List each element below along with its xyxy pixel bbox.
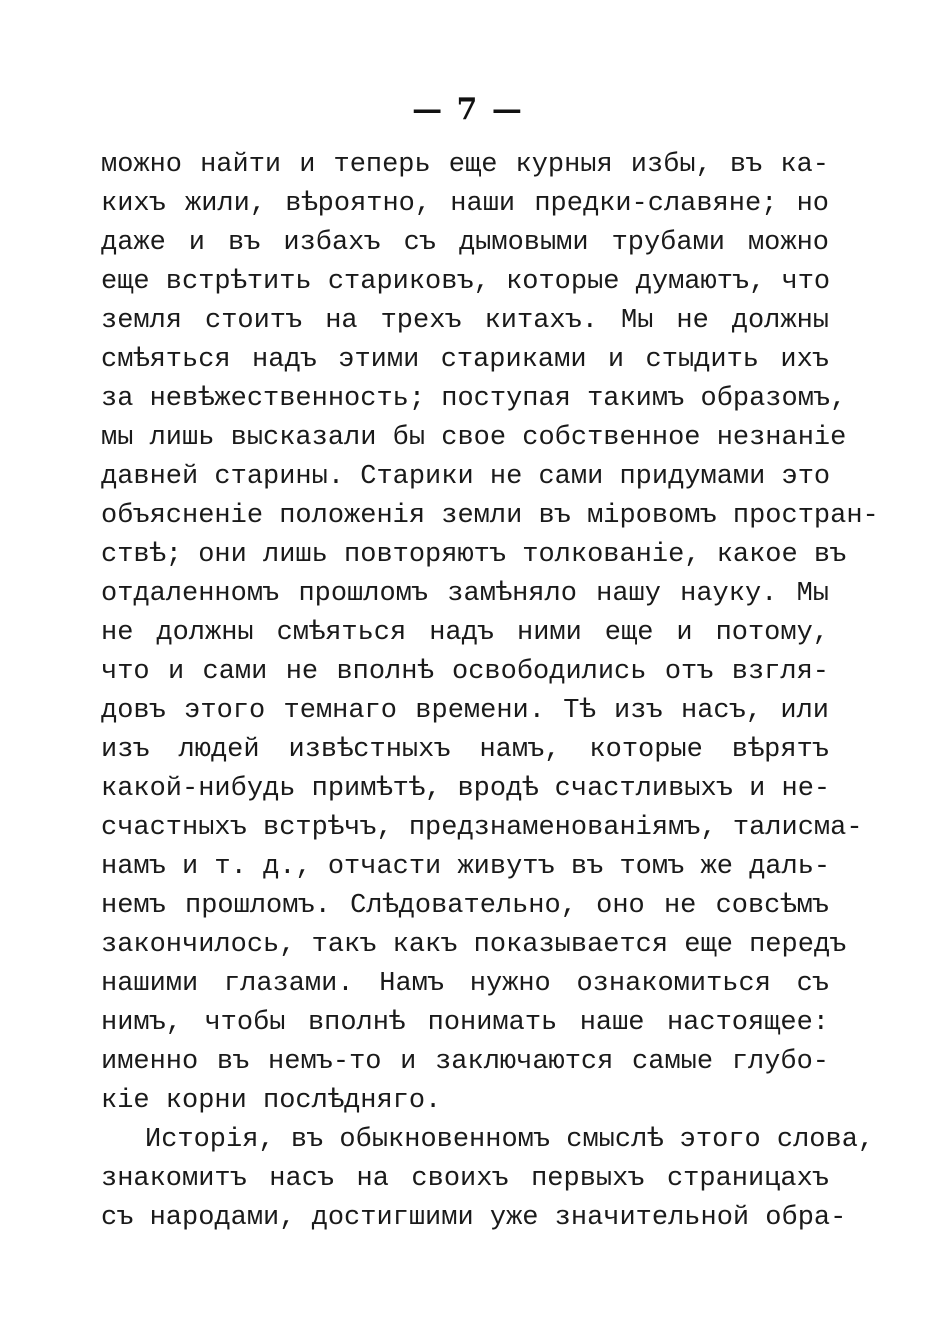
text-line: знакомитъ насъ на своихъ первыхъ страницахъ	[101, 1164, 829, 1194]
text-line: не должны смѣяться надъ ними еще и потому,	[101, 618, 829, 648]
text-line: давней старины. Старики не сами придумами это	[101, 462, 831, 492]
text-line: отдаленномъ прошломъ замѣняло нашу науку. Мы	[101, 579, 829, 609]
text-line: намъ и т. д., отчасти живутъ въ томъ же даль-	[101, 852, 831, 882]
paragraph-2	[101, 1121, 875, 1238]
text-line: можно найти и теперь еще курныя избы, въ ка-	[101, 150, 829, 180]
text-line: что и сами не вполнѣ освободились отъ взгля-	[101, 657, 829, 687]
text-line: какой-нибудь примѣтѣ, вродѣ счастливыхъ и не-	[101, 774, 831, 804]
text-line: именно въ немъ-то и заключаются самые глубо-	[101, 1047, 829, 1077]
text-line: съ народами, достигшими уже значительной обра-	[101, 1203, 847, 1233]
text-line: нашими глазами. Намъ нужно ознакомиться съ	[101, 969, 829, 999]
text-line: объясненіе положенія земли въ міровомъ простран-	[101, 501, 879, 531]
paragraph-1	[101, 146, 879, 1121]
text-line: смѣяться надъ этими стариками и стыдить ихъ	[101, 345, 829, 375]
text-line: Исторія, въ обыкновенномъ смыслѣ этого слова,	[145, 1125, 875, 1155]
text-line: нимъ, чтобы вполнѣ понимать наше настоящее:	[101, 1008, 829, 1038]
page-number: — 7 —	[412, 92, 524, 127]
text-line: довъ этого темнаго времени. Тѣ изъ насъ, или	[101, 696, 829, 726]
text-line: ствѣ; они лишь повторяютъ толкованіе, какое въ	[101, 540, 847, 570]
text-line: кихъ жили, вѣроятно, наши предки-славяне; но	[101, 189, 829, 219]
text-line: немъ прошломъ. Слѣдовательно, оно не совсѣмъ	[101, 891, 829, 921]
text-line: мы лишь высказали бы свое собственное незнаніе	[101, 423, 847, 453]
text-line: закончилось, такъ какъ показывается еще передъ	[101, 930, 847, 960]
text-line: счастныхъ встрѣчъ, предзнаменованіямъ, талисма-	[101, 813, 863, 843]
text-line: даже и въ избахъ съ дымовыми трубами можно	[101, 228, 829, 258]
text-line: за невѣжественность; поступая такимъ образомъ,	[101, 384, 847, 414]
text-line: изъ людей извѣстныхъ намъ, которые вѣрятъ	[101, 735, 829, 765]
text-line: кіе корни послѣдняго.	[101, 1086, 442, 1116]
text-line: еще встрѣтить стариковъ, которые думаютъ, что	[101, 267, 831, 297]
text-line: земля стоитъ на трехъ китахъ. Мы не должны	[101, 306, 829, 336]
